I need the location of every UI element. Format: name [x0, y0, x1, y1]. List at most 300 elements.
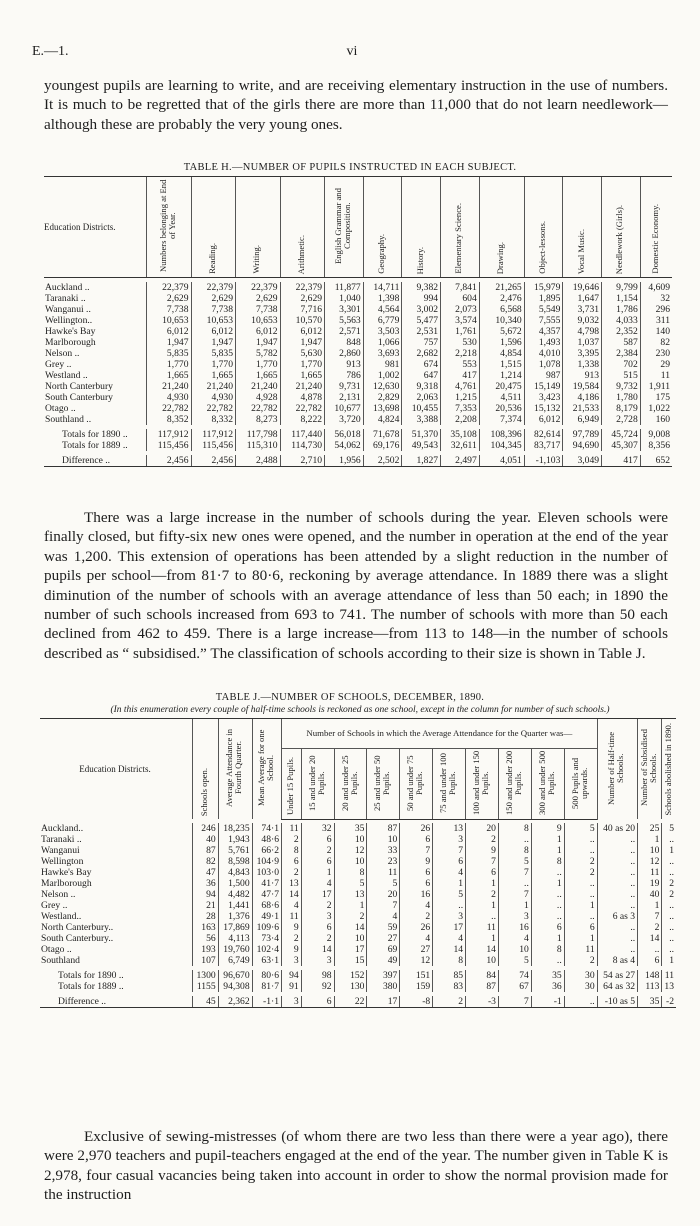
table-j-cell: 19,760 — [218, 944, 252, 955]
table-j-cell: .. — [662, 834, 676, 845]
table-j-cell: 1 — [564, 933, 597, 944]
table-h-district: Nelson .. — [45, 348, 80, 359]
table-j-cell: 6 — [400, 878, 433, 889]
table-h-cell: 82 — [640, 337, 672, 348]
table-j-difference-row — [40, 996, 676, 1008]
table-j-cell: 28 — [193, 911, 219, 922]
table-j-cell: 104·9 — [252, 856, 281, 867]
table-j-cell: 17 — [334, 944, 367, 955]
table-j-cell: .. — [498, 878, 531, 889]
table-j-cell: 2 — [301, 845, 334, 856]
table-j-cell: 18,235 — [218, 823, 252, 834]
table-h-district: Southland .. — [45, 414, 92, 425]
table-j-cell: 5 — [367, 878, 400, 889]
table-j-body — [40, 819, 676, 1008]
table-h-cell: 10,570 — [280, 315, 325, 326]
table-j-cell: .. — [662, 900, 676, 911]
table-j-cell: 5 — [433, 889, 466, 900]
table-h-cell: 702 — [602, 359, 641, 370]
table-h-cell: 5,563 — [325, 315, 364, 326]
table-j-total-cell: 83 — [433, 981, 466, 992]
page-header — [32, 44, 672, 64]
table-h-cell: 6,568 — [479, 304, 524, 315]
table-h-col-header — [280, 177, 325, 278]
table-j-cell: .. — [531, 911, 564, 922]
table-j-cell: 2 — [466, 834, 499, 845]
table-j-cell: 17 — [433, 922, 466, 933]
table-j-cell: 2 — [282, 867, 302, 878]
table-h-district: Otago .. — [45, 403, 76, 414]
table-h-cell: 1,947 — [147, 337, 192, 348]
page-number: vi — [346, 44, 358, 59]
table-h-cell: 1,947 — [236, 337, 281, 348]
table-j-size-label: 75 and under 100 Pupils. — [438, 752, 458, 813]
table-j-cell: 1 — [638, 900, 662, 911]
table-j-total-cell: 64 as 32 — [597, 981, 637, 992]
table-h-cell: 32 — [640, 293, 672, 304]
table-j-cell: 87 — [367, 823, 400, 834]
table-h-cell: 2,208 — [441, 414, 480, 425]
table-h-col-label: Vocal Music. — [575, 228, 586, 274]
table-h-caption: TABLE H.—NUMBER OF PUPILS INSTRUCTED IN EACH SUBJECT. — [183, 162, 517, 173]
table-j-cell: 14 — [334, 922, 367, 933]
table-j-cell: 1 — [662, 845, 676, 856]
table-j-cell: 2 — [301, 900, 334, 911]
table-h-cell: 311 — [640, 315, 672, 326]
table-j-cell: 23 — [367, 856, 400, 867]
table-h-cell: 15,979 — [524, 282, 563, 293]
table-j-total-row — [40, 981, 676, 992]
table-j-cell: 6 — [282, 856, 302, 867]
table-h-col-header — [325, 177, 364, 278]
table-h-cell: 7,738 — [147, 304, 192, 315]
table-h-cell: 3,731 — [563, 304, 602, 315]
table-h-col-header — [147, 177, 192, 278]
table-j-cell: 4 — [400, 933, 433, 944]
table-h-row — [44, 359, 672, 370]
table-j-cell: 56 — [193, 933, 219, 944]
table-j-cell: 13 — [334, 889, 367, 900]
table-h-col-label: English Grammar and Composition. — [332, 188, 352, 264]
table-j-cell: 14 — [466, 944, 499, 955]
table-h-row — [44, 326, 672, 337]
table-j-cell: .. — [564, 889, 597, 900]
table-j-cell: 16 — [400, 889, 433, 900]
table-j-total-cell: 80·6 — [252, 970, 281, 981]
table-j-total-cell: 67 — [498, 981, 531, 992]
table-h-cell: 1,037 — [563, 337, 602, 348]
table-j-size-header — [433, 748, 466, 819]
table-j-cell: 17 — [301, 889, 334, 900]
table-j-district: Otago .. — [41, 944, 72, 955]
table-h-cell: 5,835 — [147, 348, 192, 359]
table-j-total-cell: 1155 — [193, 981, 219, 992]
table-h-cell: 6,012 — [524, 414, 563, 425]
table-h-cell: 15,132 — [524, 403, 563, 414]
table-j-cell: 35 — [334, 823, 367, 834]
table-h-cell: 987 — [524, 370, 563, 381]
table-h-cell: 7,841 — [441, 282, 480, 293]
table-j-cell: 2 — [282, 834, 302, 845]
table-h-cell: 4,564 — [363, 304, 402, 315]
table-j-cell: 1,376 — [218, 911, 252, 922]
table-j-cell: 1 — [638, 834, 662, 845]
table-j-cell: 8,598 — [218, 856, 252, 867]
table-j-cell: 2 — [400, 911, 433, 922]
table-h-cell: 4,928 — [236, 392, 281, 403]
table-h-cell: 4,930 — [147, 392, 192, 403]
table-j-cell: 47·7 — [252, 889, 281, 900]
table-j-cell: 2 — [301, 933, 334, 944]
table-h-cell: 9,382 — [402, 282, 441, 293]
table-j-cell: 11 — [564, 944, 597, 955]
table-j-cell: 10 — [498, 944, 531, 955]
table-h-cell: 417 — [441, 370, 480, 381]
table-j-total-cell: 151 — [400, 970, 433, 981]
table-h-row — [44, 414, 672, 425]
table-h-cell: 4,186 — [563, 392, 602, 403]
table-j-cell: 8 — [334, 867, 367, 878]
table-j-total-cell: 397 — [367, 970, 400, 981]
table-j-cell: 1 — [531, 933, 564, 944]
table-j-size-header — [400, 748, 433, 819]
table-j-cell: 74·1 — [252, 823, 281, 834]
table-j-total-cell: 30 — [564, 981, 597, 992]
table-h-col-label: Geography. — [376, 234, 387, 274]
table-h-difference-cell: 417 — [602, 455, 641, 467]
table-h-cell: 8,332 — [191, 414, 236, 425]
table-h-district: Westland .. — [45, 370, 88, 381]
table-j-cell: 8 — [531, 856, 564, 867]
table-h-cell: 1,214 — [479, 370, 524, 381]
table-h-cell: 2,829 — [363, 392, 402, 403]
table-h-cell: 2,384 — [602, 348, 641, 359]
table-h-cell: 7,353 — [441, 403, 480, 414]
table-j-cell: 7 — [400, 845, 433, 856]
table-j-district: Auckland.. — [41, 823, 84, 834]
table-j-cell: 11 — [367, 867, 400, 878]
table-j-cell: 4 — [433, 933, 466, 944]
table-h-cell: 2,629 — [191, 293, 236, 304]
table-h-cell: 1,647 — [563, 293, 602, 304]
table-j-district: Taranaki .. — [41, 834, 82, 845]
table-j-cell: .. — [564, 834, 597, 845]
table-j-cell: 40 — [638, 889, 662, 900]
table-j-col-label: Schools open. — [198, 767, 209, 816]
table-h-cell: 175 — [640, 392, 672, 403]
table-h-cell: 10,653 — [191, 315, 236, 326]
table-j-cell: 20 — [466, 823, 499, 834]
table-h-total-cell: 117,912 — [191, 429, 236, 440]
table-j-cell: 59 — [367, 922, 400, 933]
table-h-difference-cell: 2,488 — [236, 455, 281, 467]
table-j-cell: 7 — [466, 856, 499, 867]
table-j-cell: 2 — [662, 878, 676, 889]
table-h-cell: 1,911 — [640, 381, 672, 392]
table-j-cell: 2 — [282, 933, 302, 944]
table-j-difference-cell: -10 as 5 — [597, 996, 637, 1008]
table-h-cell: 674 — [402, 359, 441, 370]
table-h-cell: 2,131 — [325, 392, 364, 403]
table-h-col-header — [479, 177, 524, 278]
table-j-size-header — [498, 748, 531, 819]
table-h-cell: 21,240 — [280, 381, 325, 392]
table-h-cell: 3,395 — [563, 348, 602, 359]
table-h-cell: 1,947 — [280, 337, 325, 348]
table-h-cell: 4,357 — [524, 326, 563, 337]
table-j-cell: 9 — [466, 845, 499, 856]
table-j-total-cell: 92 — [301, 981, 334, 992]
table-j-cell: .. — [498, 834, 531, 845]
table-h-cell: 2,728 — [602, 414, 641, 425]
table-h-col-header — [441, 177, 480, 278]
table-h-col-label: Elementary Science. — [453, 203, 464, 274]
table-j-row — [40, 889, 676, 900]
table-h-difference-cell: 652 — [640, 455, 672, 467]
table-j-cell: 69 — [367, 944, 400, 955]
table-h-cell: 2,629 — [236, 293, 281, 304]
table-j-total-cell: 159 — [400, 981, 433, 992]
table-j-difference-cell: 17 — [367, 996, 400, 1008]
table-h-cell: 1,493 — [524, 337, 563, 348]
table-h-cell: 3,574 — [441, 315, 480, 326]
table-j-district: Westland.. — [41, 911, 82, 922]
table-h-cell: 160 — [640, 414, 672, 425]
table-j-difference-cell: -1·1 — [252, 996, 281, 1008]
table-j-col-header — [193, 719, 219, 820]
table-j-cell: 1 — [531, 834, 564, 845]
table-h-total-cell: 71,678 — [363, 429, 402, 440]
table-h-col-header — [640, 177, 672, 278]
table-h-district: Auckland .. — [45, 282, 90, 293]
table-j-cell: 4 — [498, 933, 531, 944]
table-h-district-header: Education Districts. — [44, 177, 147, 278]
table-j-cell: 246 — [193, 823, 219, 834]
table-j-size-label: Under 15 Pupils. — [284, 757, 295, 816]
table-j-cell: 11 — [282, 911, 302, 922]
table-h-cell: 1,786 — [602, 304, 641, 315]
table-j-difference-cell: 3 — [282, 996, 302, 1008]
table-h-district: Grey .. — [45, 359, 72, 370]
table-j-cell: 6 — [301, 834, 334, 845]
table-h-cell: 1,665 — [280, 370, 325, 381]
table-j-district: South Canterbury.. — [41, 933, 114, 944]
table-j-cell: .. — [662, 944, 676, 955]
table-j-cell: 19 — [638, 878, 662, 889]
table-j-row — [40, 955, 676, 966]
table-h-cell: 1,665 — [191, 370, 236, 381]
table-h-district: Wellington.. — [45, 315, 93, 326]
table-h-cell: 22,782 — [236, 403, 281, 414]
table-h-cell: 8,352 — [147, 414, 192, 425]
table-j-cell: .. — [662, 933, 676, 944]
table-j-cell: 5,761 — [218, 845, 252, 856]
table-h-total-cell: 54,062 — [325, 440, 364, 451]
table-j-cell: 87 — [193, 845, 219, 856]
table-h-cell: 29 — [640, 359, 672, 370]
table-j-cell: 6 — [301, 856, 334, 867]
table-j-size-label: 150 and under 200 Pupils. — [503, 750, 523, 815]
table-j-cell: 66·2 — [252, 845, 281, 856]
table-h-row — [44, 315, 672, 326]
table-h-cell: 8,273 — [236, 414, 281, 425]
table-j-total-cell: 87 — [466, 981, 499, 992]
table-j-cell: .. — [638, 944, 662, 955]
table-j-cell: 15 — [334, 955, 367, 966]
table-j-district-header: Education Districts. — [40, 719, 193, 820]
table-j-cell: 1 — [466, 900, 499, 911]
table-j-district: Wanganui — [41, 845, 80, 856]
table-j-col-label: Number of Subsidised Schools. — [638, 729, 658, 807]
table-j-district: Southland — [41, 955, 80, 966]
table-h-cell: 22,379 — [147, 282, 192, 293]
table-j-col-header — [662, 719, 676, 820]
table-h-cell: 515 — [602, 370, 641, 381]
table-h-cell: 1,770 — [236, 359, 281, 370]
table-j-cell: 10 — [367, 834, 400, 845]
table-j-cell: 27 — [367, 933, 400, 944]
table-h-col-label: Drawing. — [495, 241, 506, 274]
table-j-cell: 11 — [282, 823, 302, 834]
table-h-cell: 913 — [563, 370, 602, 381]
table-h-col-label: Arithmetic. — [295, 234, 306, 274]
table-j-difference-cell: 45 — [193, 996, 219, 1008]
table-h-total-cell: 117,440 — [280, 429, 325, 440]
table-h-cell: 21,533 — [563, 403, 602, 414]
table-j-cell: 63·1 — [252, 955, 281, 966]
table-h-cell: 2,063 — [402, 392, 441, 403]
table-h-cell: 587 — [602, 337, 641, 348]
intro-paragraph — [44, 76, 668, 134]
table-j-cell: 3 — [433, 834, 466, 845]
table-j-cell: 10 — [334, 856, 367, 867]
table-h-difference-row — [44, 455, 672, 467]
table-j-cell: 4,482 — [218, 889, 252, 900]
table-j-total-cell: 85 — [433, 970, 466, 981]
table-j-cell: 1 — [498, 900, 531, 911]
table-h-total-cell: 115,456 — [147, 440, 192, 451]
table-j-cell: 8 — [433, 955, 466, 966]
table-j-cell: 13 — [282, 878, 302, 889]
table-h-cell: 1,761 — [441, 326, 480, 337]
table-j-cell: 7 — [498, 889, 531, 900]
table-h-total-cell: 8,356 — [640, 440, 672, 451]
table-j-group-header: Number of Schools in which the Average Attendance for the Quarter was— — [282, 719, 598, 749]
table-j-cell: .. — [531, 867, 564, 878]
table-j-cell: 14 — [433, 944, 466, 955]
table-j-cell: 107 — [193, 955, 219, 966]
table-h-cell: 1,895 — [524, 293, 563, 304]
table-h-difference-cell: 3,049 — [563, 455, 602, 467]
table-h-cell: 22,379 — [280, 282, 325, 293]
table-h-cell: 8,179 — [602, 403, 641, 414]
table-j-cell: 14 — [638, 933, 662, 944]
table-h-cell: 4,824 — [363, 414, 402, 425]
table-h-cell: 22,379 — [236, 282, 281, 293]
table-h-cell: 6,012 — [280, 326, 325, 337]
table-h-cell: 22,782 — [147, 403, 192, 414]
table-j-col-header — [252, 719, 281, 820]
table-j-cell: .. — [531, 900, 564, 911]
table-j-size-label: 20 and under 25 Pupils. — [339, 754, 359, 811]
table-h-cell: 1,596 — [479, 337, 524, 348]
table-j-row — [40, 911, 676, 922]
table-h-cell: 913 — [325, 359, 364, 370]
table-h-cell: 20,536 — [479, 403, 524, 414]
table-h-cell: 2,629 — [280, 293, 325, 304]
table-j-cell: 4 — [282, 900, 302, 911]
table-h-cell: 3,388 — [402, 414, 441, 425]
table-j-total-cell: 13 — [662, 981, 676, 992]
table-j-cell: 49·1 — [252, 911, 281, 922]
table-h-cell: 3,503 — [363, 326, 402, 337]
table-j-cell: 3 — [282, 955, 302, 966]
table-h-total-cell: 115,310 — [236, 440, 281, 451]
table-h-col-label: Needlework (Girls). — [614, 204, 625, 274]
table-h-col-label: Domestic Economy. — [649, 204, 660, 274]
table-h-district: Hawke's Bay — [45, 326, 96, 337]
table-h-cell: 5,630 — [280, 348, 325, 359]
table-j-cell: 32 — [301, 823, 334, 834]
table-j-cell: 6 — [301, 922, 334, 933]
table-h-total-cell: 35,108 — [441, 429, 480, 440]
table-h-total-cell: 114,730 — [280, 440, 325, 451]
table-h-cell: 4,761 — [441, 381, 480, 392]
table-h-total-cell: 104,345 — [479, 440, 524, 451]
table-j-total-cell: 81·7 — [252, 981, 281, 992]
table-h-cell: 4,878 — [280, 392, 325, 403]
table-j-col-header — [218, 719, 252, 820]
table-j-cell: 73·4 — [252, 933, 281, 944]
table-j-total-cell: 94 — [282, 970, 302, 981]
table-h-cell: 296 — [640, 304, 672, 315]
table-j-cell: 26 — [400, 823, 433, 834]
table-j-cell: 3 — [498, 911, 531, 922]
table-j-cell: 40 — [193, 834, 219, 845]
table-j-cell: .. — [597, 845, 637, 856]
table-h-cell: 4,033 — [602, 315, 641, 326]
table-h-header-row — [44, 177, 672, 278]
table-j-cell: 9 — [400, 856, 433, 867]
table-j-cell: .. — [662, 867, 676, 878]
table-h-row — [44, 304, 672, 315]
table-j-cell: 11 — [638, 867, 662, 878]
table-h-cell: 7,555 — [524, 315, 563, 326]
table-j-cell: 1,500 — [218, 878, 252, 889]
table-h-cell: 553 — [441, 359, 480, 370]
table-j-cell: 163 — [193, 922, 219, 933]
table-j-cell: 12 — [638, 856, 662, 867]
table-j-cell: 2 — [564, 867, 597, 878]
table-j-total-cell: 130 — [334, 981, 367, 992]
table-j-cell: 1 — [531, 878, 564, 889]
table-j-total-cell: 30 — [564, 970, 597, 981]
table-j-cell: 9 — [531, 823, 564, 834]
table-h-cell: 10,653 — [236, 315, 281, 326]
table-j-cell: 1 — [334, 900, 367, 911]
table-j-cell: 6 as 3 — [597, 911, 637, 922]
table-j-total-row — [40, 970, 676, 981]
table-j-cell: 2 — [564, 955, 597, 966]
table-j-cell: 4 — [301, 878, 334, 889]
table-j-total-cell: 96,670 — [218, 970, 252, 981]
table-j-cell: 6 — [564, 922, 597, 933]
table-j-cell: 5 — [498, 955, 531, 966]
table-h-cell: 10,677 — [325, 403, 364, 414]
table-h-cell: 22,782 — [280, 403, 325, 414]
table-j-cell: 5 — [334, 878, 367, 889]
table-j-cell: 2 — [564, 856, 597, 867]
